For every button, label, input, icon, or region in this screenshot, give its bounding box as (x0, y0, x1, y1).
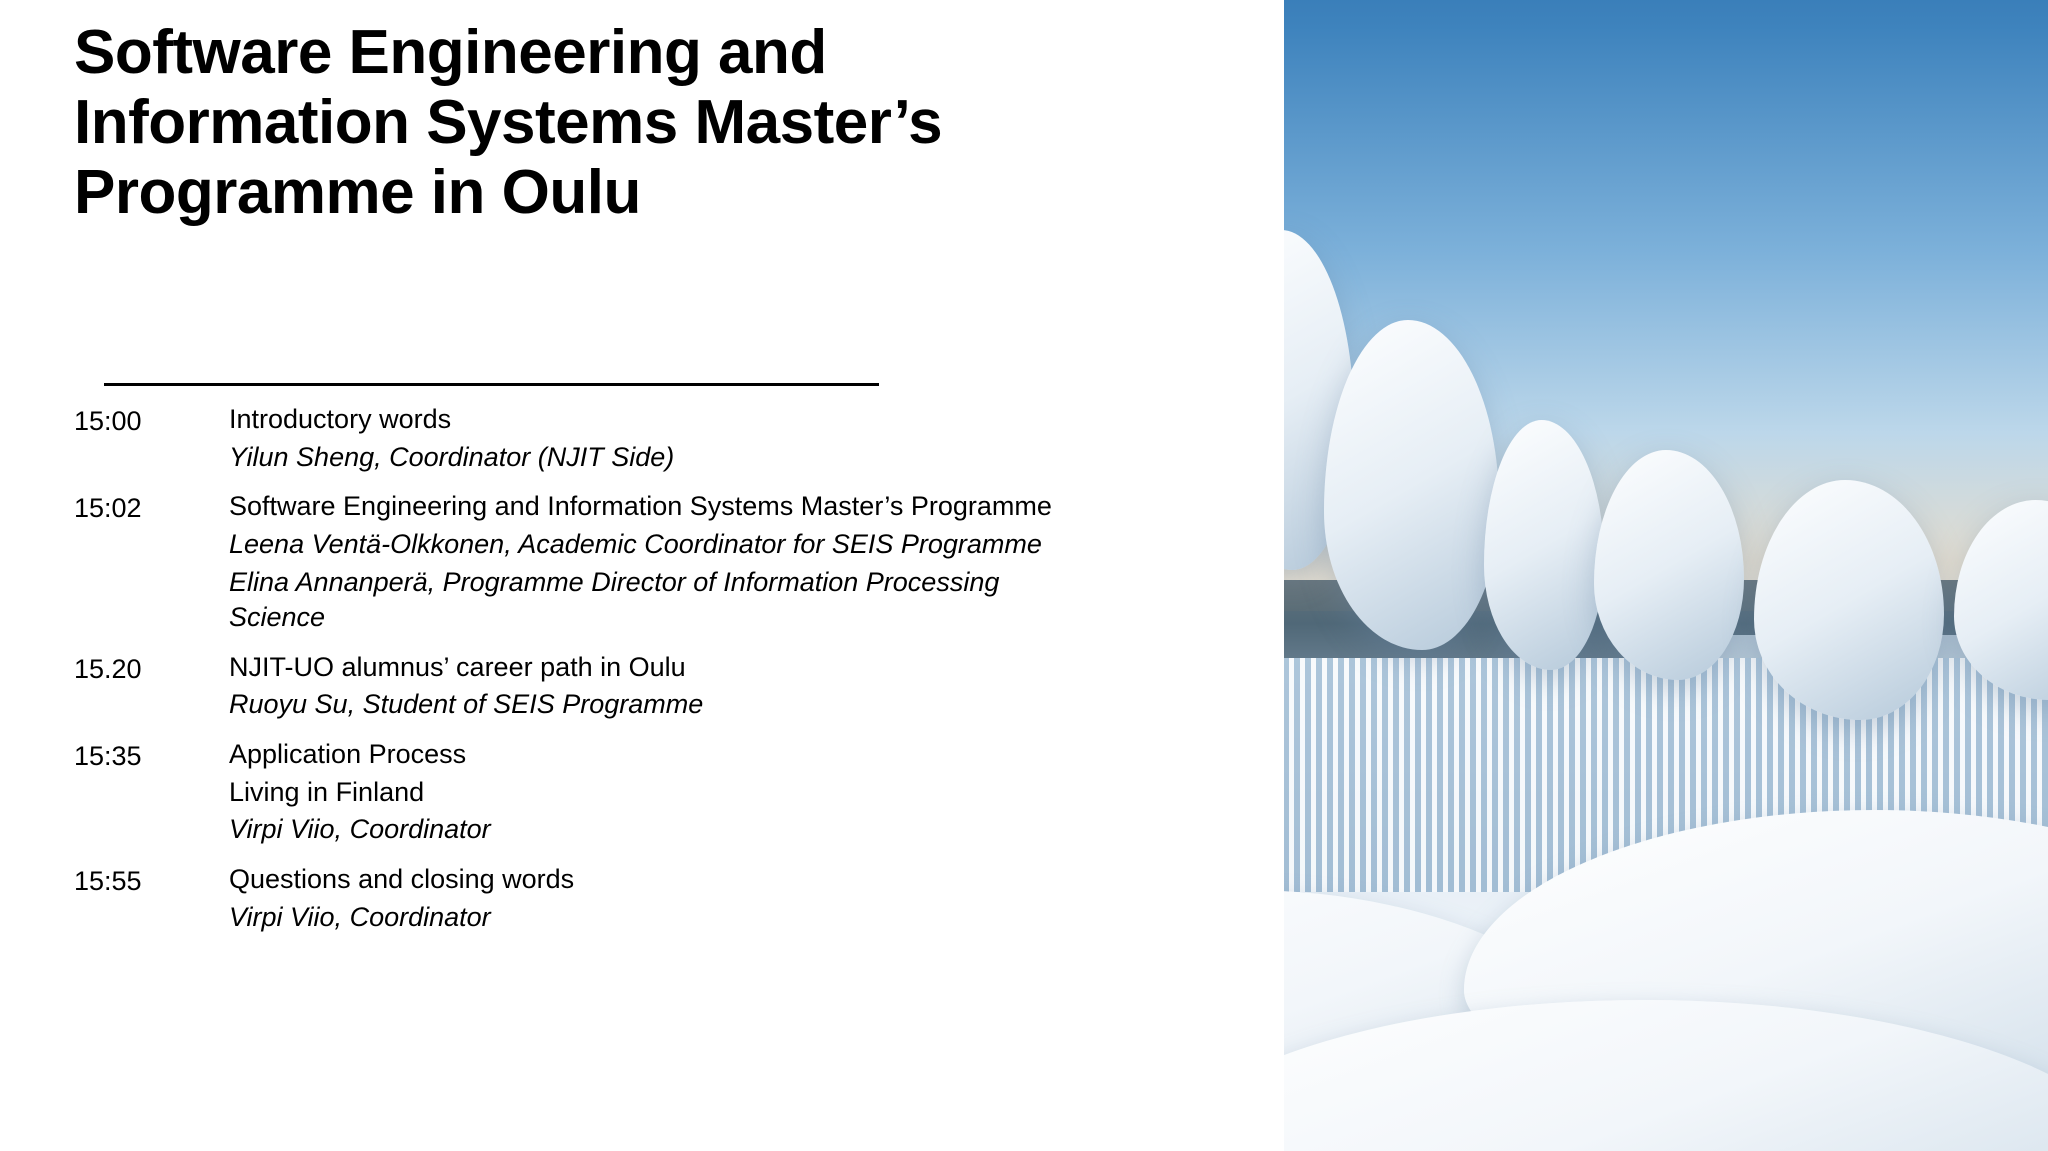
agenda-entry (229, 489, 1074, 638)
agenda-topic: NJIT-UO alumnus’ career path in Oulu (229, 651, 686, 682)
agenda-time: 15:02 (74, 493, 142, 524)
agenda-entry (229, 737, 1074, 850)
agenda-topic-secondary: Living in Finland (229, 776, 425, 807)
agenda-item (74, 650, 1074, 725)
page-title: Software Engineering and Information Systems Master’s Programme in Oulu (74, 18, 943, 228)
agenda-item (74, 737, 1074, 850)
agenda-speaker: Elina Annanperä, Programme Director of Information Processing Science (229, 566, 1000, 633)
title-divider (104, 383, 879, 386)
agenda-list (74, 402, 1074, 939)
agenda-item (74, 402, 1074, 477)
agenda-item (74, 489, 1074, 638)
agenda-entry (229, 862, 1074, 937)
agenda-topic: Software Engineering and Information Systems Master’s Programme (229, 491, 1052, 522)
agenda-speaker: Virpi Viio, Coordinator (229, 814, 491, 845)
agenda-speaker: Ruoyu Su, Student of SEIS Programme (229, 689, 704, 720)
agenda-time: 15:35 (74, 741, 142, 771)
agenda-speaker: Virpi Viio, Coordinator (229, 901, 491, 932)
agenda-time: 15:00 (74, 406, 142, 436)
agenda-entry (229, 402, 1074, 477)
photo-container (984, 0, 2048, 1151)
agenda-topic: Application Process (229, 739, 467, 769)
agenda-topic: Introductory words (229, 404, 452, 434)
agenda-topic: Questions and closing words (229, 863, 575, 894)
agenda-time: 15.20 (74, 653, 142, 684)
agenda-speaker: Yilun Sheng, Coordinator (NJIT Side) (229, 441, 675, 472)
agenda-speaker: Leena Ventä-Olkkonen, Academic Coordinator for SEIS Programme (229, 528, 1042, 559)
agenda-time: 15:55 (74, 865, 142, 896)
agenda-entry (229, 650, 1074, 725)
agenda-item (74, 862, 1074, 937)
